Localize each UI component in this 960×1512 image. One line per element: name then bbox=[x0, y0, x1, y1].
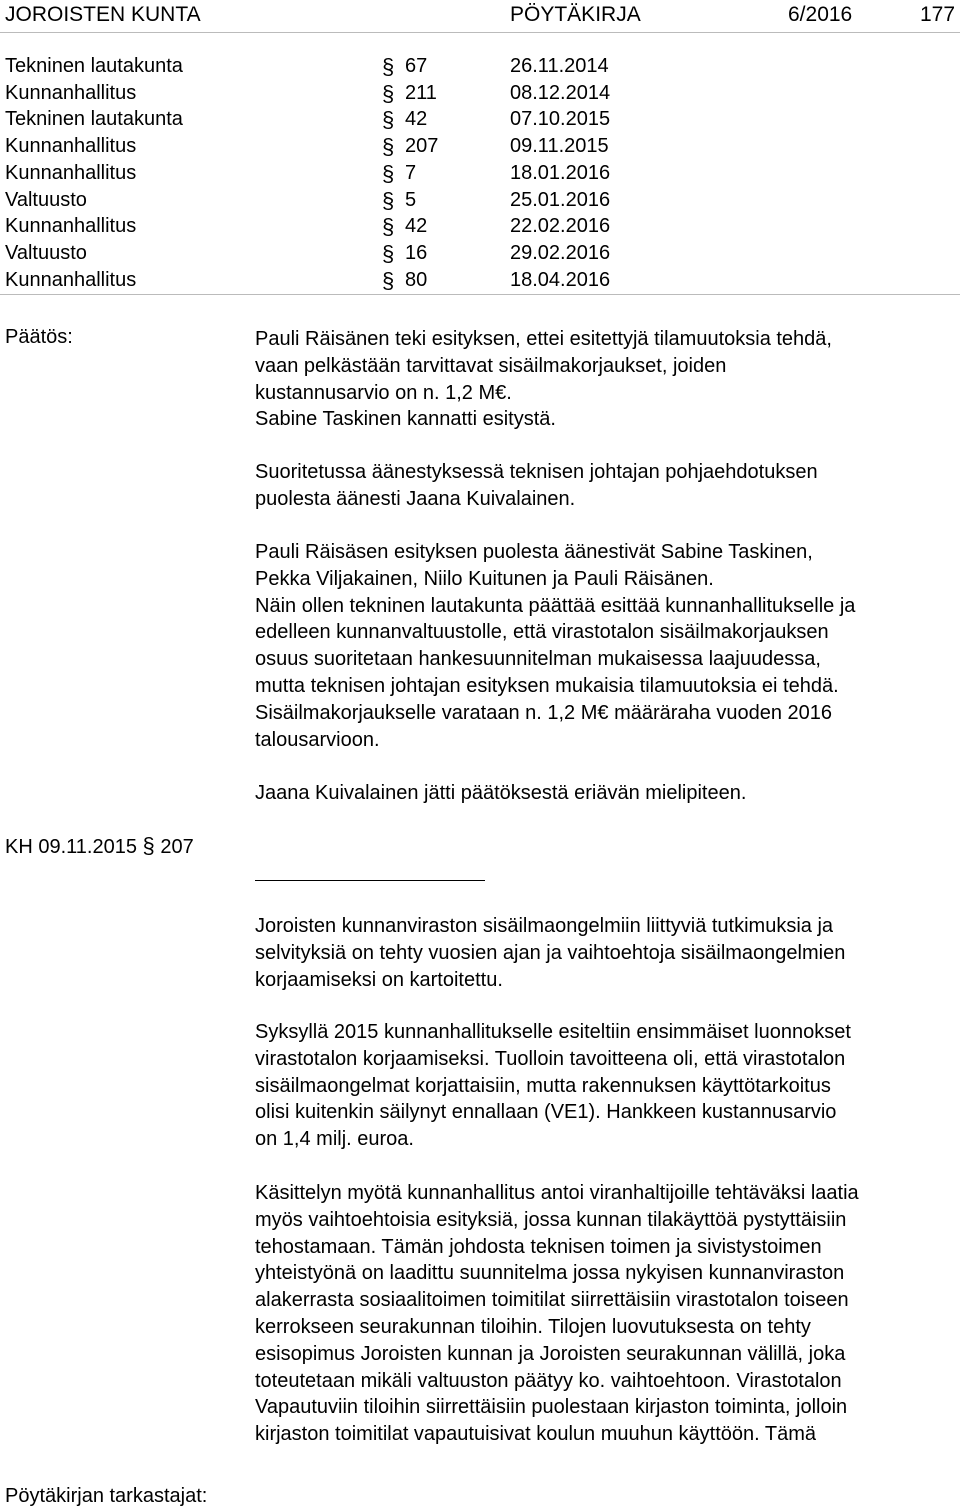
page-number: 177 bbox=[920, 3, 956, 26]
history-row bbox=[0, 213, 960, 240]
history-number: 207 bbox=[405, 135, 439, 158]
body-paragraph-3 bbox=[255, 1180, 957, 1448]
text-line: myös vaihtoehtoisia esityksiä, jossa kunnan tilakäyttöä pystyttäisiin bbox=[255, 1208, 847, 1231]
text-line: toteutetaan mikäli valtuuston päätyy ko. vaihtoehtoon. Virastotalon bbox=[255, 1369, 842, 1392]
history-number: 7 bbox=[405, 161, 417, 184]
section-symbol: § bbox=[382, 267, 395, 293]
history-body: Valtuusto bbox=[5, 241, 87, 264]
history-date: 08.12.2014 bbox=[510, 81, 611, 104]
document-type: PÖYTÄKIRJA bbox=[510, 3, 641, 26]
document-issue: 6/2016 bbox=[788, 3, 853, 26]
text-line: Sisäilmakorjaukselle varataan n. 1,2 M€ määräraha vuoden 2016 bbox=[255, 701, 833, 724]
history-row bbox=[0, 133, 960, 160]
handling-history bbox=[0, 53, 960, 295]
text-line: Pauli Räisäsen esityksen puolesta äänestivät Sabine Taskinen, bbox=[255, 541, 813, 563]
text-line: kerrokseen seurakunnan tiloihin. Tilojen luovutuksesta on tehty bbox=[255, 1315, 811, 1338]
text-line: kirjaston toimitilat vapautuisivat koulun muuhun käyttöön. Tämä bbox=[255, 1423, 817, 1446]
text-line: puolesta äänesti Jaana Kuivalainen. bbox=[255, 487, 576, 510]
decision-paragraph-1 bbox=[255, 326, 957, 433]
section-symbol: § bbox=[382, 107, 395, 133]
text-line: Pauli Räisänen teki esityksen, ettei esitettyjä tilamuutoksia tehdä, bbox=[255, 328, 832, 350]
footer-reviewers-label: Pöytäkirjan tarkastajat: bbox=[5, 1485, 208, 1507]
history-number: 16 bbox=[405, 241, 428, 264]
history-number: 211 bbox=[405, 81, 437, 104]
kh-reference-date: KH 09.11.2015 bbox=[5, 836, 137, 858]
history-body: Kunnanhallitus bbox=[5, 215, 137, 238]
history-row bbox=[0, 187, 960, 214]
section-symbol: § bbox=[382, 80, 395, 106]
history-row bbox=[0, 267, 960, 294]
text-line: Syksyllä 2015 kunnanhallitukselle esiteltiin ensimmäiset luonnokset bbox=[255, 1021, 851, 1043]
text-line: Vapautuviin tiloihin siirrettäisiin puolestaan kirjaston toiminta, jolloin bbox=[255, 1396, 848, 1419]
section-symbol: § bbox=[382, 134, 395, 160]
section-symbol: § bbox=[382, 54, 395, 79]
history-number: 67 bbox=[405, 55, 428, 77]
decision-paragraph-3 bbox=[255, 539, 957, 753]
section-symbol: § bbox=[382, 240, 395, 266]
text-line: korjaamiseksi on kartoitettu. bbox=[255, 968, 503, 991]
text-line: sisäilmaongelmat korjattaisiin, mutta rakennuksen käyttötarkoitus bbox=[255, 1074, 831, 1097]
history-row bbox=[0, 53, 960, 80]
history-date: 29.02.2016 bbox=[510, 241, 611, 264]
section-symbol: § bbox=[142, 833, 155, 858]
section-symbol: § bbox=[382, 187, 395, 213]
text-line: on 1,4 milj. euroa. bbox=[255, 1128, 414, 1151]
text-line: alakerrasta sosiaalitoimen toimitilat siirrettäisiin virastotalon toiseen bbox=[255, 1289, 849, 1312]
organization-name: JOROISTEN KUNTA bbox=[5, 3, 201, 26]
text-line: Pekka Viljakainen, Niilo Kuitunen ja Pauli Räisänen. bbox=[255, 567, 714, 590]
separator-line bbox=[255, 880, 485, 881]
body-paragraph-1 bbox=[255, 913, 957, 993]
history-body: Kunnanhallitus bbox=[5, 268, 137, 291]
history-date: 18.01.2016 bbox=[510, 161, 611, 184]
text-line: virastotalon korjaamiseksi. Tuolloin tavoitteena oli, että virastotalon bbox=[255, 1047, 846, 1070]
history-body: Tekninen lautakunta bbox=[5, 108, 183, 131]
text-line: mutta teknisen johtajan esityksen mukaisia tilamuutoksia ei tehdä. bbox=[255, 674, 839, 697]
history-body: Tekninen lautakunta bbox=[5, 55, 183, 77]
history-row bbox=[0, 80, 960, 107]
kh-reference-number: 207 bbox=[160, 836, 194, 858]
history-number: 5 bbox=[405, 188, 417, 211]
history-body: Valtuusto bbox=[5, 188, 87, 211]
history-body: Kunnanhallitus bbox=[5, 135, 137, 158]
decision-paragraph-4 bbox=[255, 780, 957, 807]
history-date: 22.02.2016 bbox=[510, 215, 611, 238]
text-line: yhteistyönä on laadittu suunnitelma jossa nykyisen kunnanviraston bbox=[255, 1262, 845, 1285]
text-line: esisopimus Joroisten kunnan ja Joroisten seurakunnan välillä, joka bbox=[255, 1342, 846, 1365]
decision-paragraph-2 bbox=[255, 459, 957, 513]
history-row bbox=[0, 240, 960, 267]
history-row bbox=[0, 160, 960, 187]
text-line: tehostamaan. Tämän johdosta teknisen toimen ja sivistystoimen bbox=[255, 1235, 822, 1258]
history-number: 80 bbox=[405, 268, 428, 291]
text-line: edelleen kunnanvaltuustolle, että virastotalon sisäilmakorjauksen bbox=[255, 621, 829, 644]
section-symbol: § bbox=[382, 160, 395, 186]
text-line: Sabine Taskinen kannatti esitystä. bbox=[255, 408, 556, 431]
text-line: Suoritetussa äänestyksessä teknisen johtajan pohjaehdotuksen bbox=[255, 461, 818, 483]
text-line: Jaana Kuivalainen jätti päätöksestä eriävän mielipiteen. bbox=[255, 782, 747, 804]
text-line: osuus suoritetaan hankesuunnitelman mukaisessa laajuudessa, bbox=[255, 648, 821, 671]
history-date: 26.11.2014 bbox=[510, 55, 609, 77]
history-number: 42 bbox=[405, 108, 428, 131]
section-symbol: § bbox=[382, 214, 395, 240]
kh-reference bbox=[5, 833, 194, 859]
text-line: Näin ollen tekninen lautakunta päättää esittää kunnanhallitukselle ja bbox=[255, 594, 856, 617]
text-line: selvityksiä on tehty vuosien ajan ja vaihtoehtoja sisäilmaongelmien bbox=[255, 941, 846, 964]
history-body: Kunnanhallitus bbox=[5, 81, 137, 104]
history-row bbox=[0, 106, 960, 133]
text-line: Joroisten kunnanviraston sisäilmaongelmiin liittyviä tutkimuksia ja bbox=[255, 915, 834, 937]
history-date: 09.11.2015 bbox=[510, 135, 609, 158]
text-line: talousarvioon. bbox=[255, 728, 380, 751]
page-header bbox=[0, 0, 960, 33]
history-date: 07.10.2015 bbox=[510, 108, 611, 131]
history-number: 42 bbox=[405, 215, 428, 238]
body-paragraph-2 bbox=[255, 1019, 957, 1153]
decision-label: Päätös: bbox=[5, 326, 73, 348]
text-line: kustannusarvio on n. 1,2 M€. bbox=[255, 381, 512, 404]
history-date: 25.01.2016 bbox=[510, 188, 611, 211]
history-body: Kunnanhallitus bbox=[5, 161, 137, 184]
text-line: olisi kuitenkin säilynyt ennallaan (VE1). Hankkeen kustannusarvio bbox=[255, 1101, 837, 1124]
text-line: Käsittelyn myötä kunnanhallitus antoi viranhaltijoille tehtäväksi laatia bbox=[255, 1182, 859, 1204]
history-date: 18.04.2016 bbox=[510, 268, 611, 291]
text-line: vaan pelkästään tarvittavat sisäilmakorjaukset, joiden bbox=[255, 354, 727, 377]
